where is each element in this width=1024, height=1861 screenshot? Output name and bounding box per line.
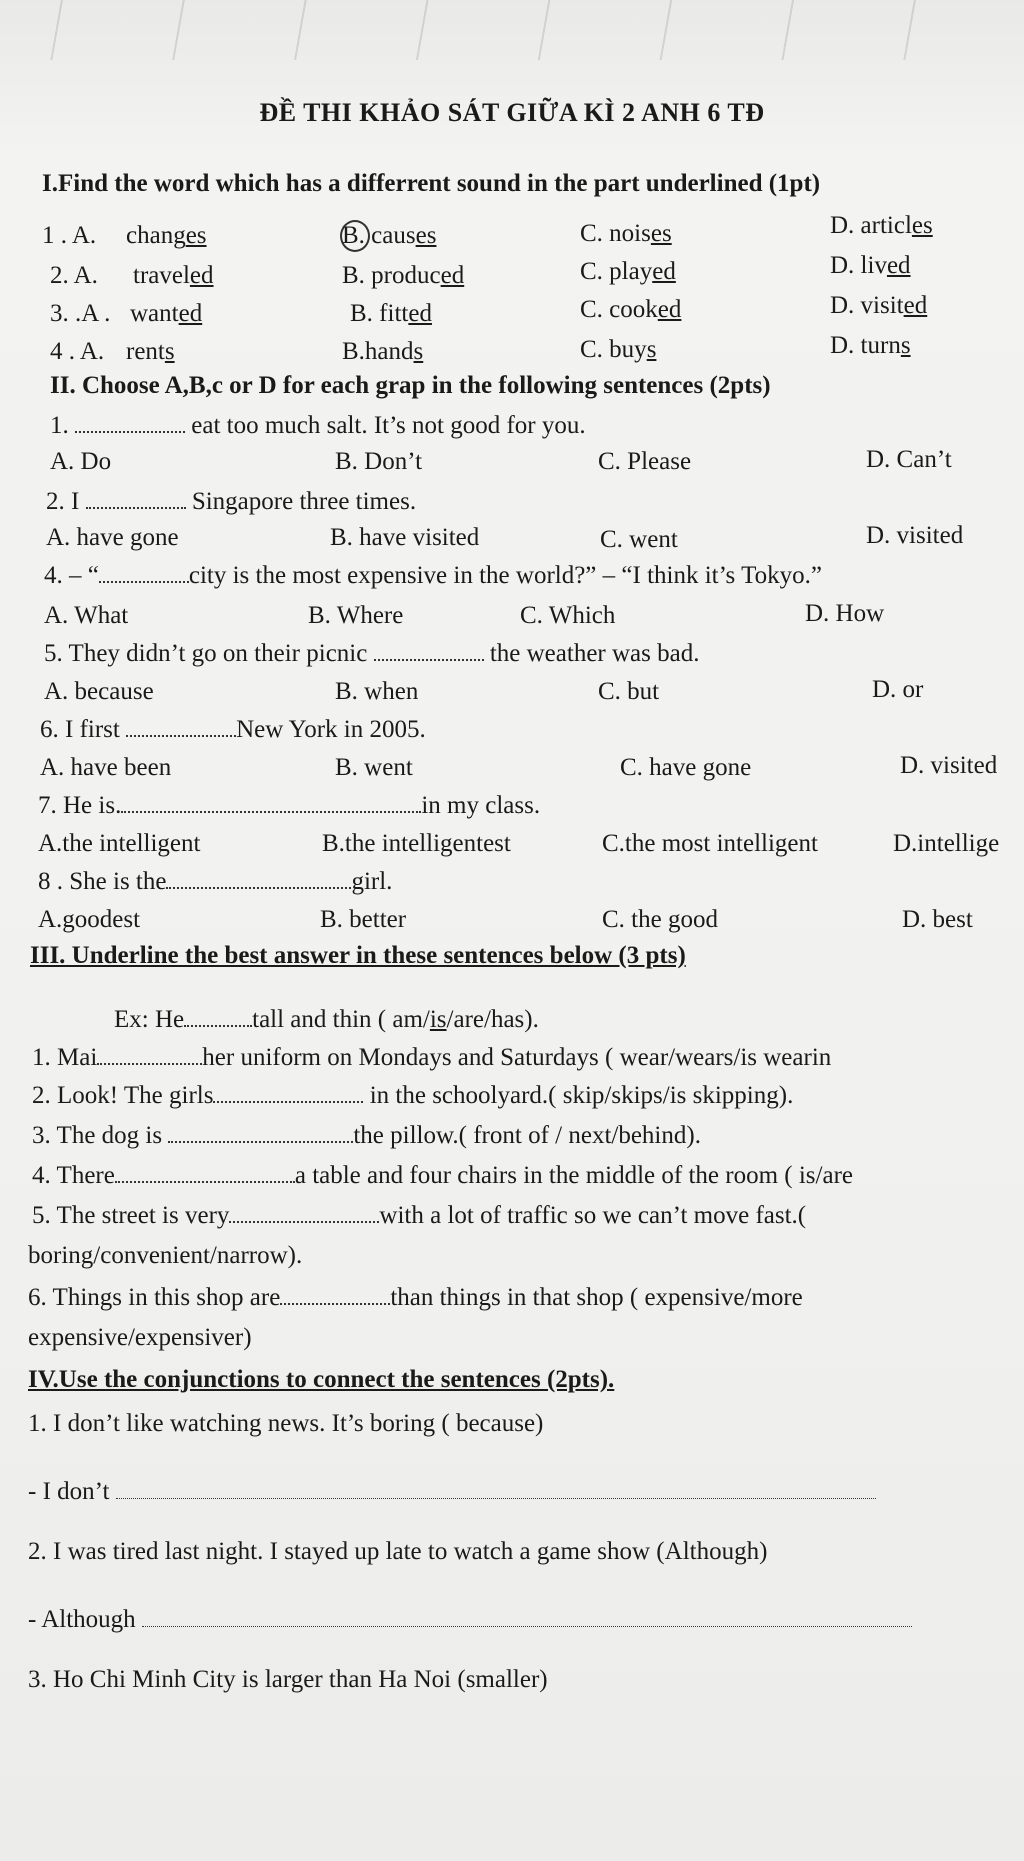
s1-row4-num: 4 . A.	[50, 338, 105, 365]
s2-q5-a: A. because	[44, 678, 154, 705]
s2-q4-a: A. What	[44, 602, 129, 629]
section4-heading: IV.Use the conjunctions to connect the sentences (2pts).	[28, 1366, 615, 1393]
s1-row2-b: B. produced	[342, 262, 465, 289]
exam-title: ĐỀ THI KHẢO SÁT GIỮA KÌ 2 ANH 6 TĐ	[259, 98, 765, 127]
s2-q6-b: B. went	[335, 754, 413, 781]
s2-q6: 6. I first New York in 2005.	[40, 716, 426, 743]
section3-heading: III. Underline the best answer in these sentences below (3 pts)	[30, 942, 686, 969]
s3-item5: 5. The street is very with a lot of traffic so we can’t move fast.(	[32, 1202, 807, 1229]
s1-row1-b: B. causes	[342, 222, 437, 249]
s1-row1-d: D. articles	[830, 212, 933, 239]
s1-row4-d: D. turns	[830, 332, 911, 359]
s2-q2-d: D. visited	[866, 522, 964, 549]
s1-row2-num: 2. A.	[50, 262, 98, 289]
section2-heading: II. Choose A,B,c or D for each grap in the following sentences (2pts)	[50, 372, 771, 399]
s2-q7-d: D.intellige	[893, 830, 1000, 857]
s4-item2-answer: - Although	[28, 1606, 912, 1634]
s2-q7-b: B.the intelligentest	[322, 830, 511, 857]
s2-q2-b: B. have visited	[330, 524, 480, 551]
notebook-lines-decoration	[0, 0, 1024, 60]
s2-q1: 1. eat too much salt. It’s not good for you.	[50, 412, 586, 439]
s2-q7-c: C.the most intelligent	[602, 830, 818, 857]
s2-q8: 8 . She is the girl.	[38, 868, 393, 895]
s1-row4-c: C. buys	[580, 336, 657, 363]
s2-q4: 4. – “ city is the most expensive in the world?” – “I think it’s Tokyo.”	[44, 562, 822, 589]
s2-q4-d: D. How	[805, 600, 885, 627]
s1-row3-d: D. visited	[830, 292, 928, 319]
s3-example: Ex: He tall and thin ( am/is/are/has).	[114, 1006, 539, 1033]
s1-row1-num: 1 . A.	[42, 222, 97, 249]
s3-item5-line2: boring/convenient/narrow).	[28, 1242, 303, 1269]
s2-q5: 5. They didn’t go on their picnic the weather was bad.	[44, 640, 700, 667]
s2-q6-d: D. visited	[900, 752, 998, 779]
s2-q8-c: C. the good	[602, 906, 718, 933]
s1-row1-a: changes	[126, 222, 207, 249]
s1-row4-b: B.hands	[342, 338, 424, 365]
s1-row3-a: wanted	[130, 300, 203, 327]
section1-heading: I.Find the word which has a differrent sound in the part underlined (1pt)	[42, 170, 821, 197]
s4-item2: 2. I was tired last night. I stayed up late to watch a game show (Although)	[28, 1538, 768, 1565]
s2-q4-b: B. Where	[308, 602, 404, 629]
s2-q4-c: C. Which	[520, 602, 616, 629]
s1-row2-c: C. played	[580, 258, 676, 285]
s3-item3: 3. The dog is the pillow.( front of / next/behind).	[32, 1122, 701, 1149]
s3-item2: 2. Look! The girls in the schoolyard.( skip/skips/is skipping).	[32, 1082, 794, 1109]
s4-item1-answer: - I don’t	[28, 1478, 876, 1506]
s1-row2-a: traveled	[133, 262, 214, 289]
s3-item6: 6. Things in this shop are than things in that shop ( expensive/more	[28, 1284, 803, 1311]
s2-q5-d: D. or	[872, 676, 924, 703]
s1-row2-d: D. lived	[830, 252, 911, 279]
s3-item4: 4. There a table and four chairs in the middle of the room ( is/are	[32, 1162, 853, 1189]
s2-q7: 7. He is. in my class.	[38, 792, 541, 819]
s2-q5-b: B. when	[335, 678, 419, 705]
s2-q2-a: A. have gone	[46, 524, 179, 551]
s1-row3-c: C. cooked	[580, 296, 682, 323]
s2-q1-d: D. Can’t	[866, 446, 952, 473]
s1-row4-a: rents	[126, 338, 175, 365]
s1-row3-num: 3. .A .	[50, 300, 111, 327]
s2-q1-a: A. Do	[50, 448, 112, 475]
s2-q2: 2. I Singapore three times.	[46, 488, 417, 515]
s2-q6-c: C. have gone	[620, 754, 752, 781]
s3-item6-line2: expensive/expensiver)	[28, 1324, 252, 1351]
s2-q8-b: B. better	[320, 906, 407, 933]
s2-q8-a: A.goodest	[38, 906, 141, 933]
s2-q1-c: C. Please	[598, 448, 692, 475]
s1-row3-b: B. fitted	[350, 300, 432, 327]
s1-row1-c: C. noises	[580, 220, 672, 247]
s2-q5-c: C. but	[598, 678, 660, 705]
s4-item1: 1. I don’t like watching news. It’s boring ( because)	[28, 1410, 544, 1437]
s2-q1-b: B. Don’t	[335, 448, 423, 475]
s2-q8-d: D. best	[902, 906, 973, 933]
s2-q2-c: C. went	[600, 526, 678, 553]
s2-q7-a: A.the intelligent	[38, 830, 201, 857]
s4-item3: 3. Ho Chi Minh City is larger than Ha Noi (smaller)	[28, 1666, 548, 1693]
s3-item1: 1. Mai her uniform on Mondays and Saturdays ( wear/wears/is wearin	[32, 1044, 832, 1071]
s2-q6-a: A. have been	[40, 754, 172, 781]
